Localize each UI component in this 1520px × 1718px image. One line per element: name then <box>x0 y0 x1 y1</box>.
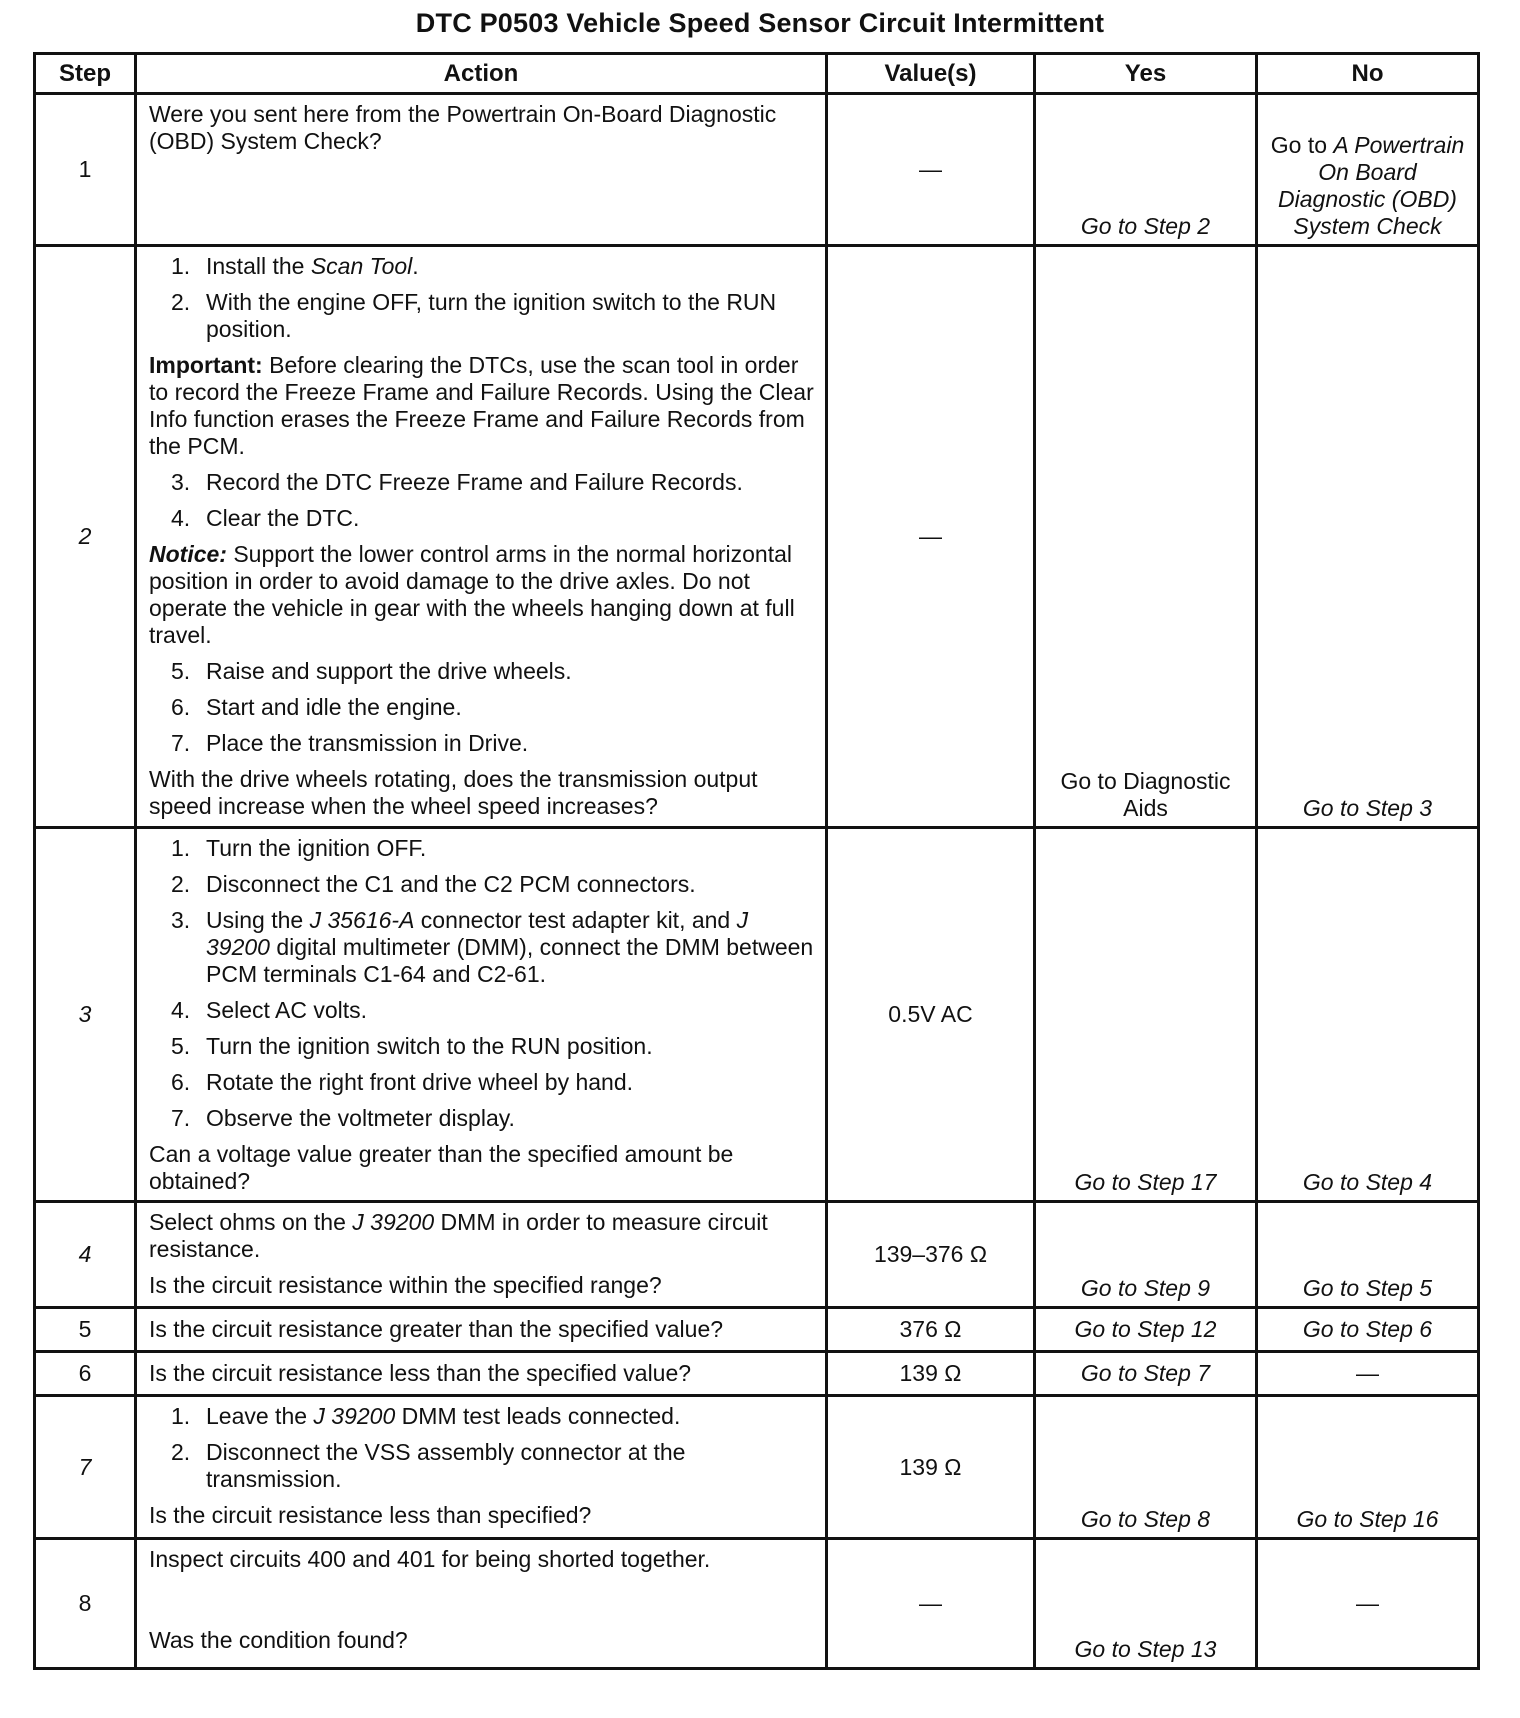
yes-cell: Go to Diagnostic Aids <box>1035 246 1257 828</box>
no-prefix: Go to <box>1270 132 1334 158</box>
header-yes: Yes <box>1035 54 1257 94</box>
table-row <box>35 1539 1479 1669</box>
value-cell: 0.5V AC <box>827 828 1035 1202</box>
action-question: Can a voltage value greater than the specified amount be obtained? <box>149 1141 734 1194</box>
list-item: 2. Disconnect the C1 and the C2 PCM connectors. <box>171 871 696 897</box>
table-row <box>35 94 1479 246</box>
action-cell <box>136 1352 827 1396</box>
action-cell <box>136 94 827 246</box>
action-question: Were you sent here from the Powertrain On-Board Diagnostic (OBD) System Check? <box>149 101 777 154</box>
action-question: Is the circuit resistance less than the specified value? <box>149 1360 692 1386</box>
yes-cell: Go to Step 12 <box>1035 1308 1257 1352</box>
action-question: Was the condition found? <box>149 1627 408 1653</box>
yes-cell: Go to Step 9 <box>1035 1202 1257 1308</box>
value-cell: 139 Ω <box>827 1396 1035 1539</box>
action-question: Is the circuit resistance within the specified range? <box>149 1272 662 1298</box>
list-item: 3. Record the DTC Freeze Frame and Failure Records. <box>171 469 743 495</box>
value-cell: — <box>827 94 1035 246</box>
diagnostic-table <box>33 52 1480 1670</box>
yes-cell: Go to Step 2 <box>1035 94 1257 246</box>
list-item: 3. Using the J 35616-A connector test adapter kit, and J 39200 digital multimeter (DMM), connect the DMM between PCM terminals C1-64 and C2-61. <box>171 907 814 987</box>
step-number: 3 <box>35 828 136 1202</box>
action-question: Is the circuit resistance greater than the specified value? <box>149 1316 724 1342</box>
no-cell: — <box>1257 1352 1479 1396</box>
list-item: 2. Disconnect the VSS assembly connector at the transmission. <box>171 1439 686 1492</box>
action-instruction: Inspect circuits 400 and 401 for being shorted together. <box>149 1546 711 1572</box>
list-item: 5. Raise and support the drive wheels. <box>171 658 572 684</box>
action-cell <box>136 1396 827 1539</box>
list-item: 1. Turn the ignition OFF. <box>171 835 427 861</box>
list-item: 5. Turn the ignition switch to the RUN position. <box>171 1033 653 1059</box>
value-cell: 139–376 Ω <box>827 1202 1035 1308</box>
header-action: Action <box>136 54 827 94</box>
action-cell <box>136 1202 827 1308</box>
no-reference: A Powertrain On Board Diagnostic (OBD) System Check <box>1278 132 1465 239</box>
table-row <box>35 1352 1479 1396</box>
no-cell <box>1257 94 1479 246</box>
list-item: 1. Install the Scan Tool. <box>171 253 419 279</box>
table-row <box>35 1202 1479 1308</box>
action-question: Is the circuit resistance less than specified? <box>149 1502 592 1528</box>
header-row <box>35 54 1479 94</box>
action-cell <box>136 1308 827 1352</box>
action-instruction: Select ohms on the J 39200 DMM in order to measure circuit resistance. <box>149 1209 768 1262</box>
header-values: Value(s) <box>827 54 1035 94</box>
step-number: 2 <box>35 246 136 828</box>
step-number: 4 <box>35 1202 136 1308</box>
step-number: 6 <box>35 1352 136 1396</box>
no-cell: Go to Step 16 <box>1257 1396 1479 1539</box>
action-question: With the drive wheels rotating, does the transmission output speed increase when the wheel speed increases? <box>149 766 758 819</box>
header-no: No <box>1257 54 1479 94</box>
table-row <box>35 1396 1479 1539</box>
page-title: DTC P0503 Vehicle Speed Sensor Circuit Intermittent <box>415 8 1105 38</box>
value-cell: 376 Ω <box>827 1308 1035 1352</box>
yes-cell: Go to Step 13 <box>1035 1539 1257 1669</box>
list-item: 4. Select AC volts. <box>171 997 368 1023</box>
no-cell: Go to Step 4 <box>1257 828 1479 1202</box>
action-cell <box>136 828 827 1202</box>
value-cell: — <box>827 246 1035 828</box>
no-cell: Go to Step 3 <box>1257 246 1479 828</box>
no-cell: Go to Step 5 <box>1257 1202 1479 1308</box>
yes-cell: Go to Step 17 <box>1035 828 1257 1202</box>
value-cell: — <box>827 1539 1035 1669</box>
table-row <box>35 828 1479 1202</box>
list-item: 2. With the engine OFF, turn the ignition switch to the RUN position. <box>171 289 777 342</box>
no-cell: — <box>1257 1539 1479 1669</box>
list-item: 7. Observe the voltmeter display. <box>171 1105 515 1131</box>
list-item: 1. Leave the J 39200 DMM test leads connected. <box>171 1403 681 1429</box>
header-step: Step <box>35 54 136 94</box>
action-cell <box>136 246 827 828</box>
yes-cell: Go to Step 8 <box>1035 1396 1257 1539</box>
list-item: 7. Place the transmission in Drive. <box>171 730 529 756</box>
step-number: 5 <box>35 1308 136 1352</box>
table-row <box>35 1308 1479 1352</box>
value-cell: 139 Ω <box>827 1352 1035 1396</box>
table-row <box>35 246 1479 828</box>
notice-note: Notice: Support the lower control arms in the normal horizontal position in order to avoid damage to the drive axles. Do not operate the vehicle in gear with the wheels hanging down at full travel. <box>149 541 795 648</box>
list-item: 4. Clear the DTC. <box>171 505 360 531</box>
important-note: Important: Before clearing the DTCs, use the scan tool in order to record the Freeze Frame and Failure Records. Using the Clear Info function erases the Freeze Frame and Failure Records from the PCM. <box>149 352 814 459</box>
step-number: 1 <box>35 94 136 246</box>
step-number: 7 <box>35 1396 136 1539</box>
action-cell <box>136 1539 827 1669</box>
list-item: 6. Start and idle the engine. <box>171 694 462 720</box>
step-number: 8 <box>35 1539 136 1669</box>
yes-cell: Go to Step 7 <box>1035 1352 1257 1396</box>
no-cell: Go to Step 6 <box>1257 1308 1479 1352</box>
list-item: 6. Rotate the right front drive wheel by hand. <box>171 1069 634 1095</box>
